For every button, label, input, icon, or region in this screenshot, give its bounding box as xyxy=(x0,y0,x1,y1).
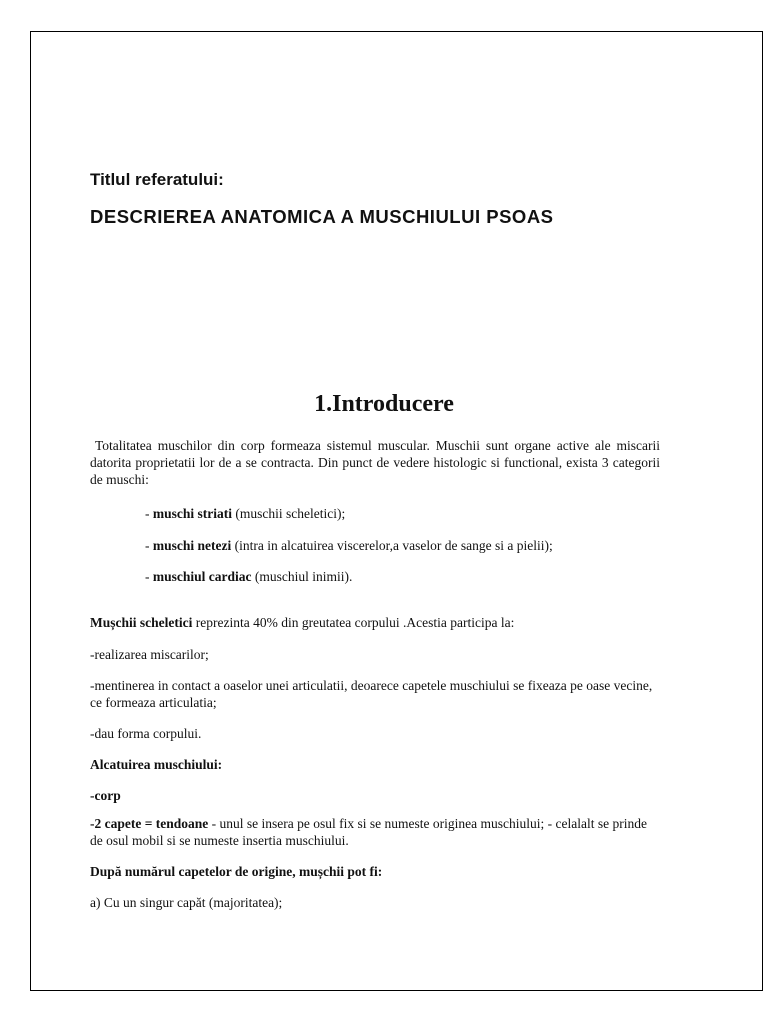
list-item: - muschi netezi (intra in alcatuirea viscerelor,a vaselor de sange si a pielii); xyxy=(145,538,553,553)
role-item: -dau forma corpului. xyxy=(90,726,202,741)
structure-heading: Alcatuirea muschiului: xyxy=(90,757,223,772)
skeletal-paragraph: Mușchii scheletici reprezinta 40% din greutatea corpului .Acestia participa la: xyxy=(90,615,515,630)
list-item-term: muschi netezi xyxy=(152,538,232,553)
capete-term: -2 capete = tendoane xyxy=(90,816,209,831)
origin-item-a: a) Cu un singur capăt (majoritatea); xyxy=(90,895,283,910)
list-item: - muschiul cardiac (muschiul inimii). xyxy=(145,569,353,584)
list-item: - muschi striati (muschii scheletici); xyxy=(145,506,346,521)
list-item-term: muschiul cardiac xyxy=(152,569,252,584)
skeletal-term: Mușchii scheletici xyxy=(90,615,193,630)
role-item: -realizarea miscarilor; xyxy=(90,647,209,662)
capete-paragraph: -2 capete = tendoane - unul se insera pe osul fix si se numeste originea muschiului; - celalalt se prinde de osul mobil si se numeste insertia muschiului. xyxy=(90,816,647,848)
section-heading: 1.Introducere xyxy=(314,391,454,417)
role-item: -mentinerea in contact a oaselor unei articulatii, deoarece capetele muschiului se fixeaza pe oase vecine, ce formeaza articulatia; xyxy=(90,678,653,710)
title-label: Titlul referatului: xyxy=(90,170,224,189)
origin-heading: După numărul capetelor de origine, mușchii pot fi: xyxy=(90,864,383,879)
list-item-term: muschi striati xyxy=(152,506,232,521)
document-title: DESCRIEREA ANATOMICA A MUSCHIULUI PSOAS xyxy=(90,206,554,227)
intro-paragraph: Totalitatea muschilor din corp formeaza sistemul muscular. Muschii sunt organe active ale miscarii datorita proprietatii lor de a se contracta. Din punct de vedere histologic si functional, exista 3 categorii de muschi: xyxy=(90,438,660,487)
corp-item: -corp xyxy=(90,788,121,803)
